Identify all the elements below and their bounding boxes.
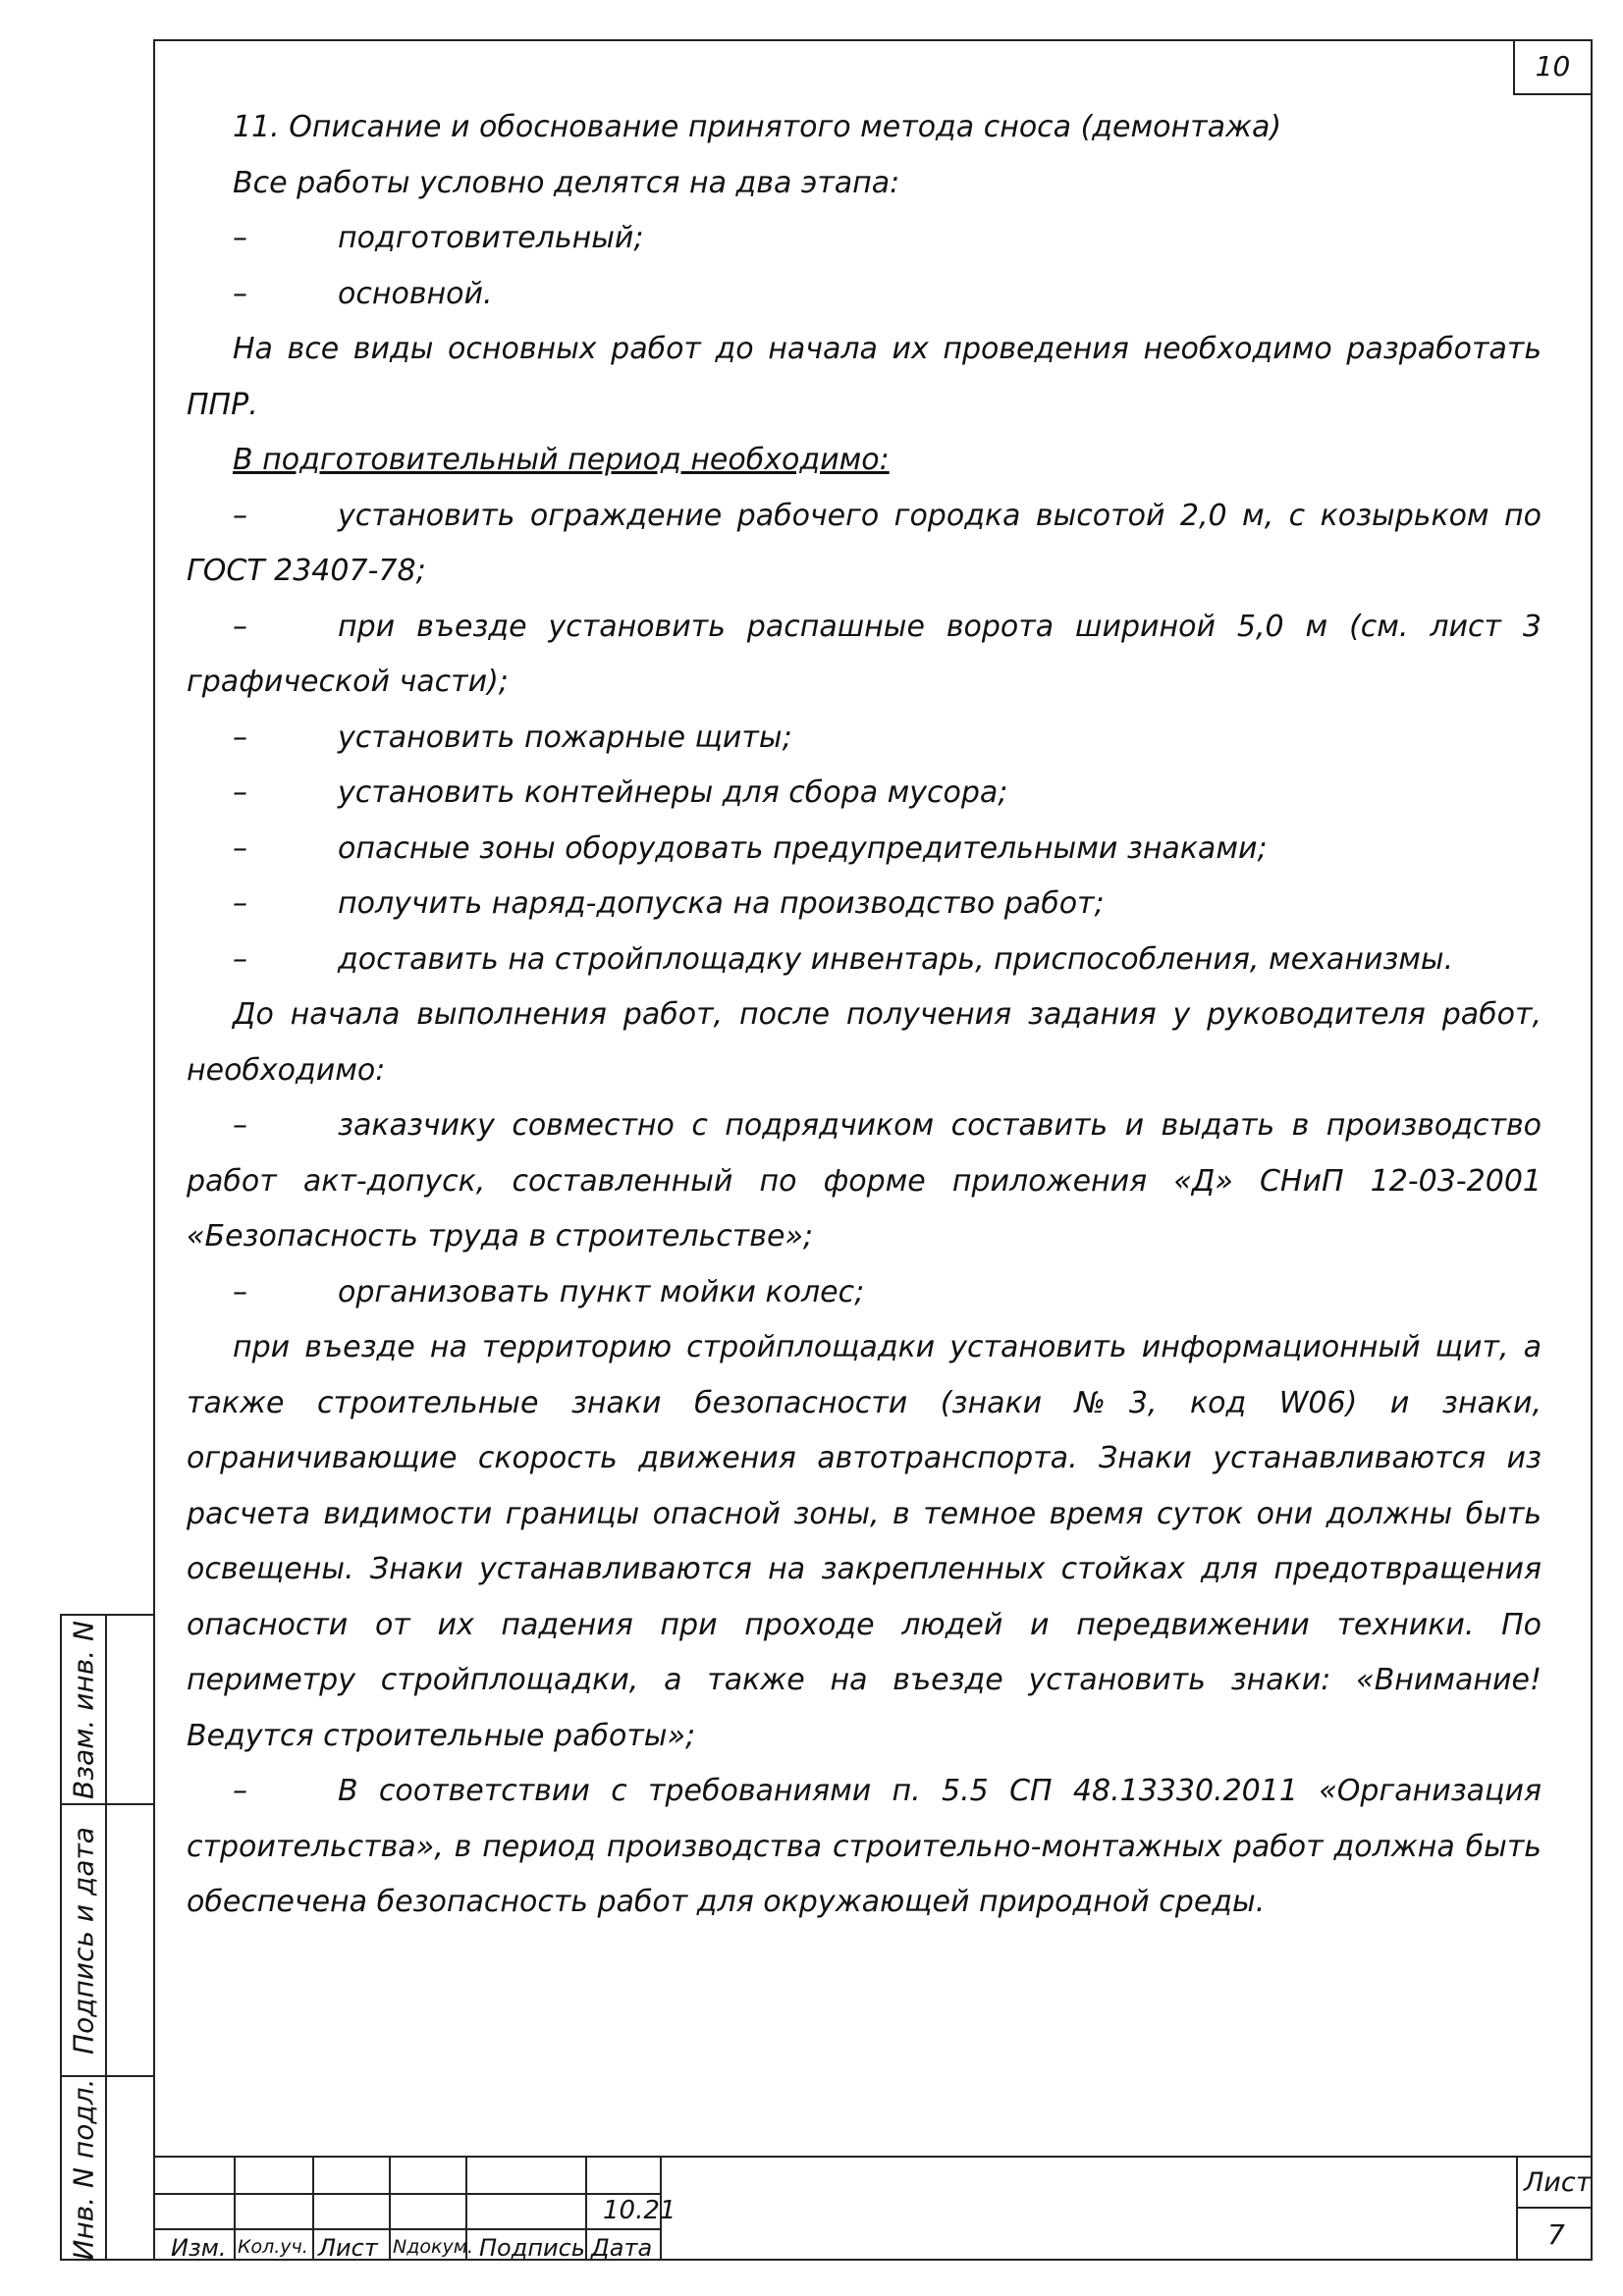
list-item xyxy=(187,267,1542,323)
paragraph: при въезде на территорию стройплощадки установить информационный щит, а также строительные знаки безопасности (знаки №3, код W06) и знаки, ограничивающие скорость движения автотранспорта. Знаки устанавливаются из расчета видимости границы опасной зоны, в темное время суток они должны быть освещены. Знаки устанавливаются на закрепленных стойках для предотвращения опасности от их падения при проходе людей и передвижении техники. По периметру стройплощадки, а также на въезде установить знаки: «Внимание! Ведутся строительные работы»; xyxy=(187,1330,1542,1753)
page-number: 10 xyxy=(1513,41,1591,95)
list-item-text: получить наряд-допуска на производство работ; xyxy=(338,886,1105,921)
list-dash: – xyxy=(233,1774,247,1808)
list-item-text: В соответствии с требованиями п. 5.5 СП 48.13330.2011 «Организация строительства», в период производства строительно-монтажных работ должна быть обеспечена безопасность работ для окружающей природной среды. xyxy=(187,1774,1542,1919)
list-item xyxy=(187,711,1542,767)
list-dash: – xyxy=(233,886,247,921)
side-label-inv: Инв. N подл. xyxy=(67,2078,100,2260)
side-cell-inv xyxy=(62,2077,155,2261)
list-item-text: установить ограждение рабочего городка высотой 2,0 м, с козырьком по ГОСТ 23407-78; xyxy=(187,498,1542,588)
list-item xyxy=(187,1764,1542,1931)
title-data: Дата xyxy=(591,2234,653,2262)
list-dash: – xyxy=(233,498,247,533)
list-dash: – xyxy=(233,276,247,311)
paragraph: На все виды основных работ до начала их проведения необходимо разработать ППР. xyxy=(187,332,1542,422)
list-item xyxy=(187,489,1542,600)
title-block xyxy=(153,2156,1593,2261)
section-heading xyxy=(187,433,1542,489)
paragraph: Все работы условно делятся на два этапа: xyxy=(233,165,900,200)
list-dash: – xyxy=(233,221,247,255)
side-label-vzam: Взам. инв. N xyxy=(67,1620,100,1799)
list-item xyxy=(187,877,1542,933)
list-item-text: основной. xyxy=(338,276,493,311)
list-item-text: организовать пункт мойки колес; xyxy=(338,1274,865,1309)
list-dash: – xyxy=(233,775,247,810)
paragraph: До начала выполнения работ, после получения задания у руководителя работ, необходимо: xyxy=(187,997,1542,1088)
title-date-value: 10.21 xyxy=(603,2196,676,2225)
side-cell-podpis xyxy=(62,1805,155,2077)
title-list: Лист xyxy=(318,2234,378,2262)
side-stamp xyxy=(60,1614,153,2261)
list-dash: – xyxy=(233,1108,247,1143)
sheet-number: 7 xyxy=(1547,2218,1565,2251)
list-item-text: доставить на стройплощадку инвентарь, приспособления, механизмы. xyxy=(338,941,1454,977)
list-dash: – xyxy=(233,941,247,977)
list-item xyxy=(187,600,1542,711)
list-item-text: подготовительный; xyxy=(338,221,644,255)
list-item-text: установить контейнеры для сбора мусора; xyxy=(338,775,1008,810)
list-item xyxy=(187,1265,1542,1321)
list-item-text: опасные зоны оборудовать предупредительными знаками; xyxy=(338,830,1268,866)
list-item-text: заказчику совместно с подрядчиком составить и выдать в производство работ акт-допуск, составленный по форме приложения «Д» СНиП 12-03-2001 «Безопасность труда в строительстве»; xyxy=(187,1108,1542,1254)
list-dash: – xyxy=(233,1274,247,1309)
list-dash: – xyxy=(233,830,247,866)
document-body xyxy=(187,100,1542,1931)
list-item xyxy=(187,766,1542,822)
side-cell-vzam xyxy=(62,1616,155,1805)
list-item-text: установить пожарные щиты; xyxy=(338,720,792,755)
title-podpis: Подпись xyxy=(479,2234,585,2262)
list-item xyxy=(187,933,1542,988)
side-label-podpis: Подпись и дата xyxy=(67,1826,100,2055)
list-item xyxy=(187,1098,1542,1265)
list-dash: – xyxy=(233,609,247,644)
title-kol-uch: Кол.уч. xyxy=(238,2236,308,2258)
title-izm: Изм. xyxy=(171,2234,227,2262)
list-item xyxy=(187,822,1542,878)
title-n-dokum: Nдокум. xyxy=(393,2236,474,2258)
list-item-text: при въезде установить распашные ворота шириной 5,0 м (см. лист 3 графической части); xyxy=(187,609,1542,699)
list-dash: – xyxy=(233,720,247,755)
title-list-label: Лист xyxy=(1524,2167,1592,2198)
section-heading-text: В подготовительный период необходимо: xyxy=(233,443,890,477)
list-item xyxy=(187,211,1542,267)
paragraph: 11. Описание и обоснование принятого метода сноса (демонтажа) xyxy=(233,110,1282,144)
